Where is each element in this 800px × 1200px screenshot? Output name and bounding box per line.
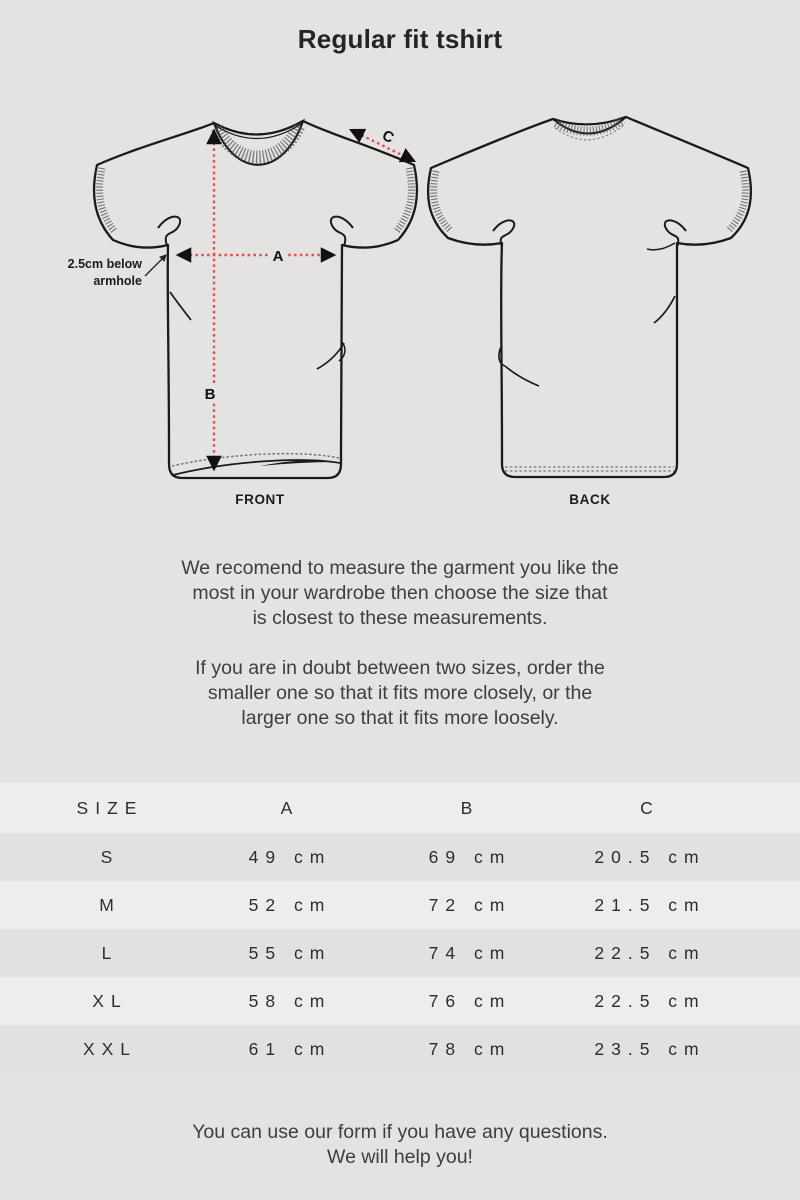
value-cell-a: 49 cm [248, 846, 332, 867]
value-cell-b: 78 cm [428, 1038, 512, 1059]
size-table-header-row [0, 783, 800, 833]
size-table [0, 783, 800, 1073]
value-cell-c: 22.5 cm [594, 942, 706, 963]
front-shirt-outline [94, 121, 417, 478]
size-cell: XL [92, 990, 128, 1011]
value-cell-b: 74 cm [428, 942, 512, 963]
footer-line-2: We will help you! [327, 1146, 473, 1168]
armhole-note [38, 256, 142, 289]
size-cell: L [101, 942, 119, 963]
value-cell-a: 58 cm [248, 990, 332, 1011]
intro-p2-line: smaller one so that it fits more closely, or the [207, 682, 593, 704]
table-row-xl [0, 977, 800, 1025]
value-cell-a: 61 cm [248, 1038, 332, 1059]
value-cell-b: 72 cm [428, 894, 512, 915]
measure-a-label: A [272, 248, 284, 265]
value-cell-c: 20.5 cm [594, 846, 706, 867]
value-cell-c: 21.5 cm [594, 894, 706, 915]
size-cell: XXL [82, 1038, 138, 1059]
value-cell-b: 76 cm [428, 990, 512, 1011]
value-cell-c: 22.5 cm [594, 990, 706, 1011]
front-view-label: FRONT [235, 492, 285, 507]
intro-p1-line: We recomend to measure the garment you like the [181, 557, 619, 579]
intro-p2-line: larger one so that it fits more loosely. [241, 707, 559, 729]
measure-b-label: B [204, 386, 216, 403]
intro-p1-line: most in your wardrobe then choose the size that [192, 582, 608, 604]
table-row-l [0, 929, 800, 977]
intro-p2-line: If you are in doubt between two sizes, order the [195, 657, 605, 679]
intro-paragraph-1 [0, 556, 800, 631]
front-shirt-drawing [85, 100, 435, 510]
value-cell-a: 52 cm [248, 894, 332, 915]
back-view-label: BACK [569, 492, 611, 507]
back-shirt-drawing [425, 100, 755, 510]
intro-paragraph-2 [0, 656, 800, 731]
value-cell-c: 23.5 cm [594, 1038, 706, 1059]
page-title: Regular fit tshirt [297, 24, 503, 54]
intro-text [0, 556, 800, 756]
header-cell-b: B [460, 797, 480, 818]
value-cell-b: 69 cm [428, 846, 512, 867]
measure-c-label: C [379, 126, 397, 147]
header-cell-c: C [640, 797, 660, 818]
armhole-note-line-1: 2.5cm below [67, 257, 142, 271]
armhole-note-line-2: armhole [93, 273, 142, 288]
table-row-s [0, 833, 800, 881]
footer-line-1: You can use our form if you have any questions. [192, 1121, 608, 1143]
table-row-m [0, 881, 800, 929]
footer-text [0, 1120, 800, 1170]
table-row-xxl [0, 1025, 800, 1073]
header-cell-a: A [280, 797, 300, 818]
back-shirt-outline [428, 117, 751, 477]
size-cell: M [99, 894, 121, 915]
intro-p1-line: is closest to these measurements. [252, 607, 548, 629]
header-cell-size: SIZE [76, 797, 144, 818]
value-cell-a: 55 cm [248, 942, 332, 963]
size-cell: S [100, 846, 120, 867]
armhole-note-arrow [145, 255, 166, 276]
